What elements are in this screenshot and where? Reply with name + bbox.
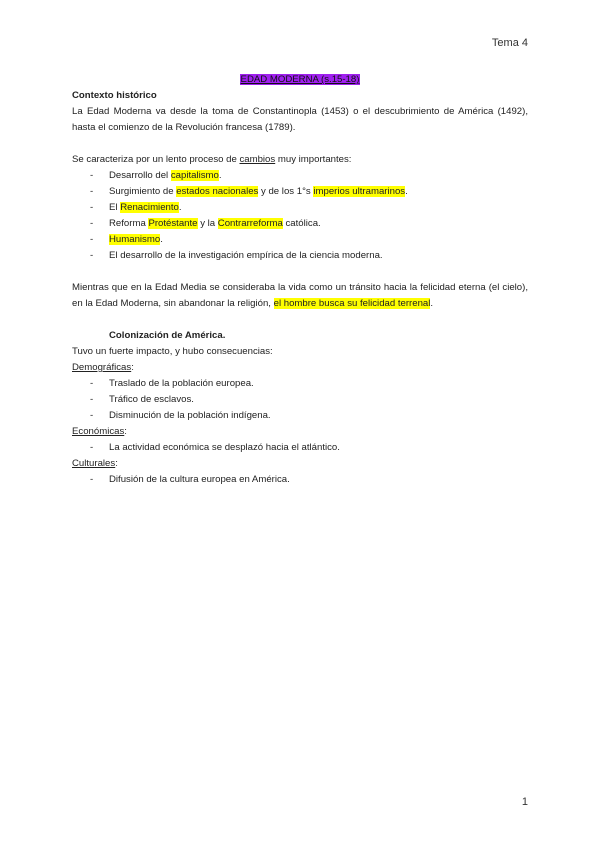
economicas-list xyxy=(72,440,528,456)
list-item xyxy=(72,168,528,184)
text-span: Se caracteriza por un lento proceso de xyxy=(72,154,240,165)
title-wrap xyxy=(72,72,528,88)
text-span: . xyxy=(178,202,182,213)
colon: : xyxy=(115,458,118,469)
economicas-label: Económicas xyxy=(72,426,125,437)
colonizacion-intro: Tuvo un fuerte impacto, y hubo consecuencias: xyxy=(72,346,273,357)
text-span: católica. xyxy=(282,218,321,229)
list-item: - La actividad económica se desplazó hacia el atlántico. xyxy=(72,440,528,456)
text-span: Mientras que en la Edad Media se consideraba la vida como un tránsito hacia la felicidad eterna (el cielo), en la Edad Moderna, sin abandonar la religión, xyxy=(72,282,528,309)
list-item xyxy=(72,184,528,200)
text-span: Surgimiento de xyxy=(109,186,177,197)
text-span: muy importantes: xyxy=(275,154,352,165)
text-span: El xyxy=(109,202,121,213)
culturales-label-line xyxy=(72,456,528,472)
highlighted-text: estados nacionales xyxy=(176,186,259,197)
highlighted-text: el hombre busca su felicidad terrenal xyxy=(273,298,431,309)
colon: : xyxy=(124,426,127,437)
section-heading-colonizacion: Colonización de América. xyxy=(109,330,226,341)
culturales-list xyxy=(72,472,528,488)
economicas-label-line xyxy=(72,424,528,440)
underlined-word: cambios xyxy=(239,154,276,165)
page-title: EDAD MODERNA (s.15-18) xyxy=(240,74,360,85)
topic-header: Tema 4 xyxy=(491,37,528,49)
list-item: - Difusión de la cultura europea en América. xyxy=(72,472,528,488)
highlighted-text: Renacimiento xyxy=(120,202,179,213)
list-item: - Disminución de la población indígena. xyxy=(72,408,528,424)
culturales-label: Culturales xyxy=(72,458,116,469)
text-span: . xyxy=(218,170,222,181)
demograficas-label: Demográficas xyxy=(72,362,132,373)
demograficas-list xyxy=(72,376,528,424)
text-span: El desarrollo de la investigación empírica de la ciencia moderna. xyxy=(109,250,383,261)
text-span: Desarrollo del xyxy=(109,170,171,181)
text-span: y la xyxy=(197,218,218,229)
list-item xyxy=(72,200,528,216)
text-span: . xyxy=(160,234,163,245)
list-item xyxy=(72,232,528,248)
text-span: . xyxy=(405,186,408,197)
highlighted-text: capitalismo xyxy=(170,170,219,181)
contexto-intro: La Edad Moderna va desde la toma de Constantinopla (1453) o el descubrimiento de América (1492), hasta el comienzo de la Revolución francesa (1789). xyxy=(72,106,528,133)
page-number: 1 xyxy=(521,796,528,808)
list-item xyxy=(72,216,528,232)
highlighted-text: Contrarreforma xyxy=(217,218,283,229)
text-span: y de los 1°s xyxy=(258,186,314,197)
document-body xyxy=(72,72,528,488)
highlighted-text: Humanismo xyxy=(109,234,161,245)
highlighted-text: imperios ultramarinos xyxy=(313,186,406,197)
changes-list xyxy=(72,168,528,264)
list-item: - Traslado de la población europea. xyxy=(72,376,528,392)
caracteriza-paragraph xyxy=(72,152,528,168)
highlighted-text: Protéstante xyxy=(148,218,198,229)
text-span: . xyxy=(430,298,434,309)
colon: : xyxy=(131,362,134,373)
section-heading-contexto: Contexto histórico xyxy=(72,90,157,101)
text-span: Reforma xyxy=(109,218,149,229)
demograficas-label-line xyxy=(72,360,528,376)
list-item xyxy=(72,248,528,264)
mientras-paragraph xyxy=(72,280,528,312)
list-item: - Tráfico de esclavos. xyxy=(72,392,528,408)
